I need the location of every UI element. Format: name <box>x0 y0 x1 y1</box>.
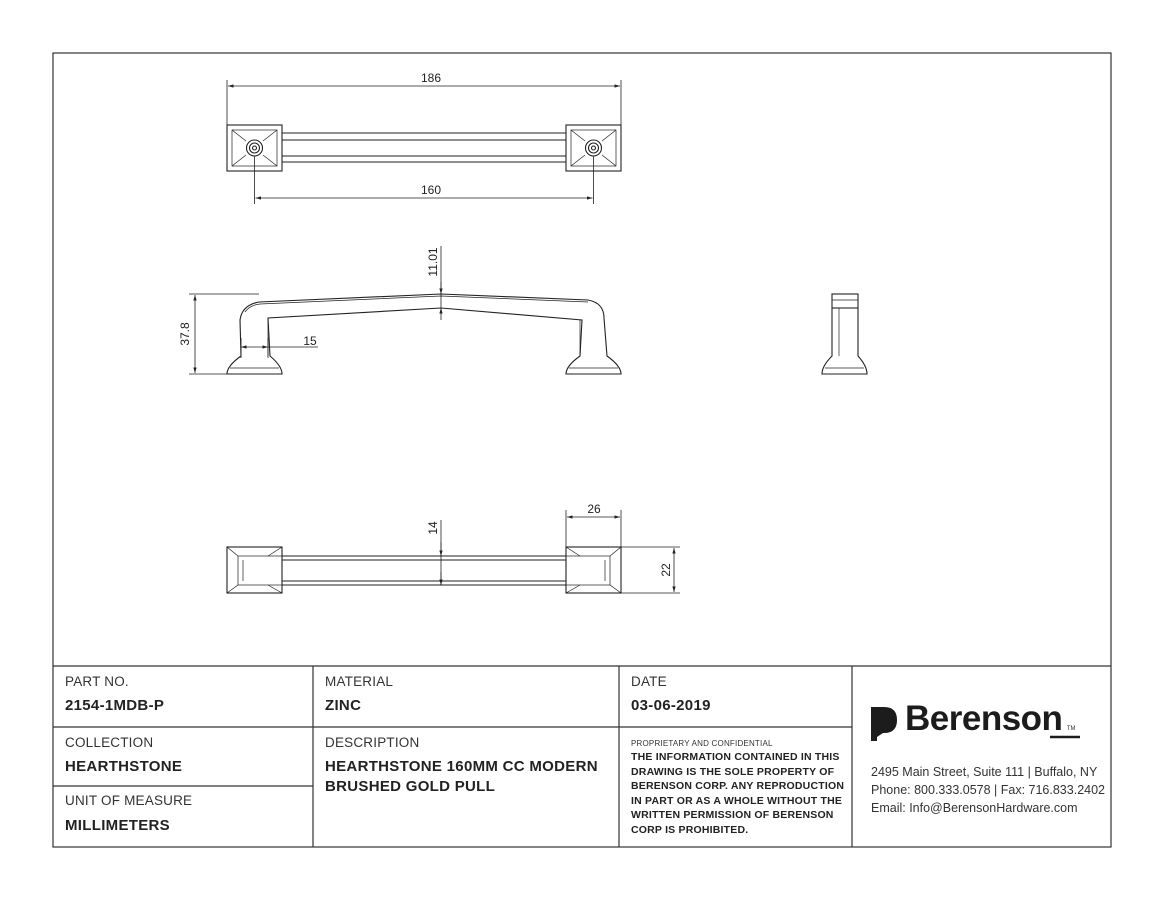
dim-center-to-center: 160 <box>420 183 442 197</box>
company-email: Email: Info@BerensonHardware.com <box>871 801 1078 815</box>
confidential-line: BERENSON CORP. ANY REPRODUCTION <box>631 780 845 792</box>
dim-bar-thickness: 11.01 <box>426 247 440 277</box>
material-value: ZINC <box>325 697 362 714</box>
side-view <box>822 294 867 374</box>
confidential-line: DRAWING IS THE SOLE PROPERTY OF <box>631 765 835 778</box>
collection-label: COLLECTION <box>65 735 154 750</box>
confidential-text <box>631 750 851 837</box>
part-no-value: 2154-1MDB-P <box>65 697 165 714</box>
date-label: DATE <box>631 674 667 689</box>
material-label: MATERIAL <box>325 674 394 689</box>
collection-value: HEARTHSTONE <box>65 758 183 775</box>
dim-overall-length: 186 <box>420 71 442 85</box>
dim-height: 37.8 <box>178 322 192 346</box>
bottom-view <box>227 547 621 593</box>
part-no-label: PART NO. <box>65 674 129 689</box>
confidential-line: THE INFORMATION CONTAINED IN THIS <box>631 751 840 763</box>
dim-base-width: 22 <box>659 563 673 577</box>
front-view <box>227 294 621 374</box>
confidential-heading: PROPRIETARY AND CONFIDENTIAL <box>631 739 773 748</box>
unit-of-measure-value: MILLIMETERS <box>65 817 170 834</box>
dim-bar-width: 14 <box>426 521 440 535</box>
company-name: Berenson <box>905 699 1063 738</box>
trademark-mark: TM <box>1066 726 1076 732</box>
confidential-line: IN PART OR AS A WHOLE WITHOUT THE <box>631 794 843 807</box>
top-view <box>227 125 621 171</box>
description-line-2: BRUSHED GOLD PULL <box>325 778 496 795</box>
dim-base-length: 26 <box>587 502 601 516</box>
description-label: DESCRIPTION <box>325 735 420 750</box>
company-phone-fax: Phone: 800.333.0578 | Fax: 716.833.2402 <box>871 783 1105 797</box>
title-block <box>53 666 1111 847</box>
unit-of-measure-label: UNIT OF MEASURE <box>65 793 193 808</box>
description-line-1: HEARTHSTONE 160MM CC MODERN <box>325 758 598 775</box>
confidential-line: CORP IS PROHIBITED. <box>631 823 749 836</box>
date-value: 03-06-2019 <box>631 697 711 714</box>
company-address: 2495 Main Street, Suite 111 | Buffalo, NY <box>871 765 1098 779</box>
confidential-line: WRITTEN PERMISSION OF BERENSON <box>631 809 834 821</box>
dim-post-offset: 15 <box>303 334 317 348</box>
